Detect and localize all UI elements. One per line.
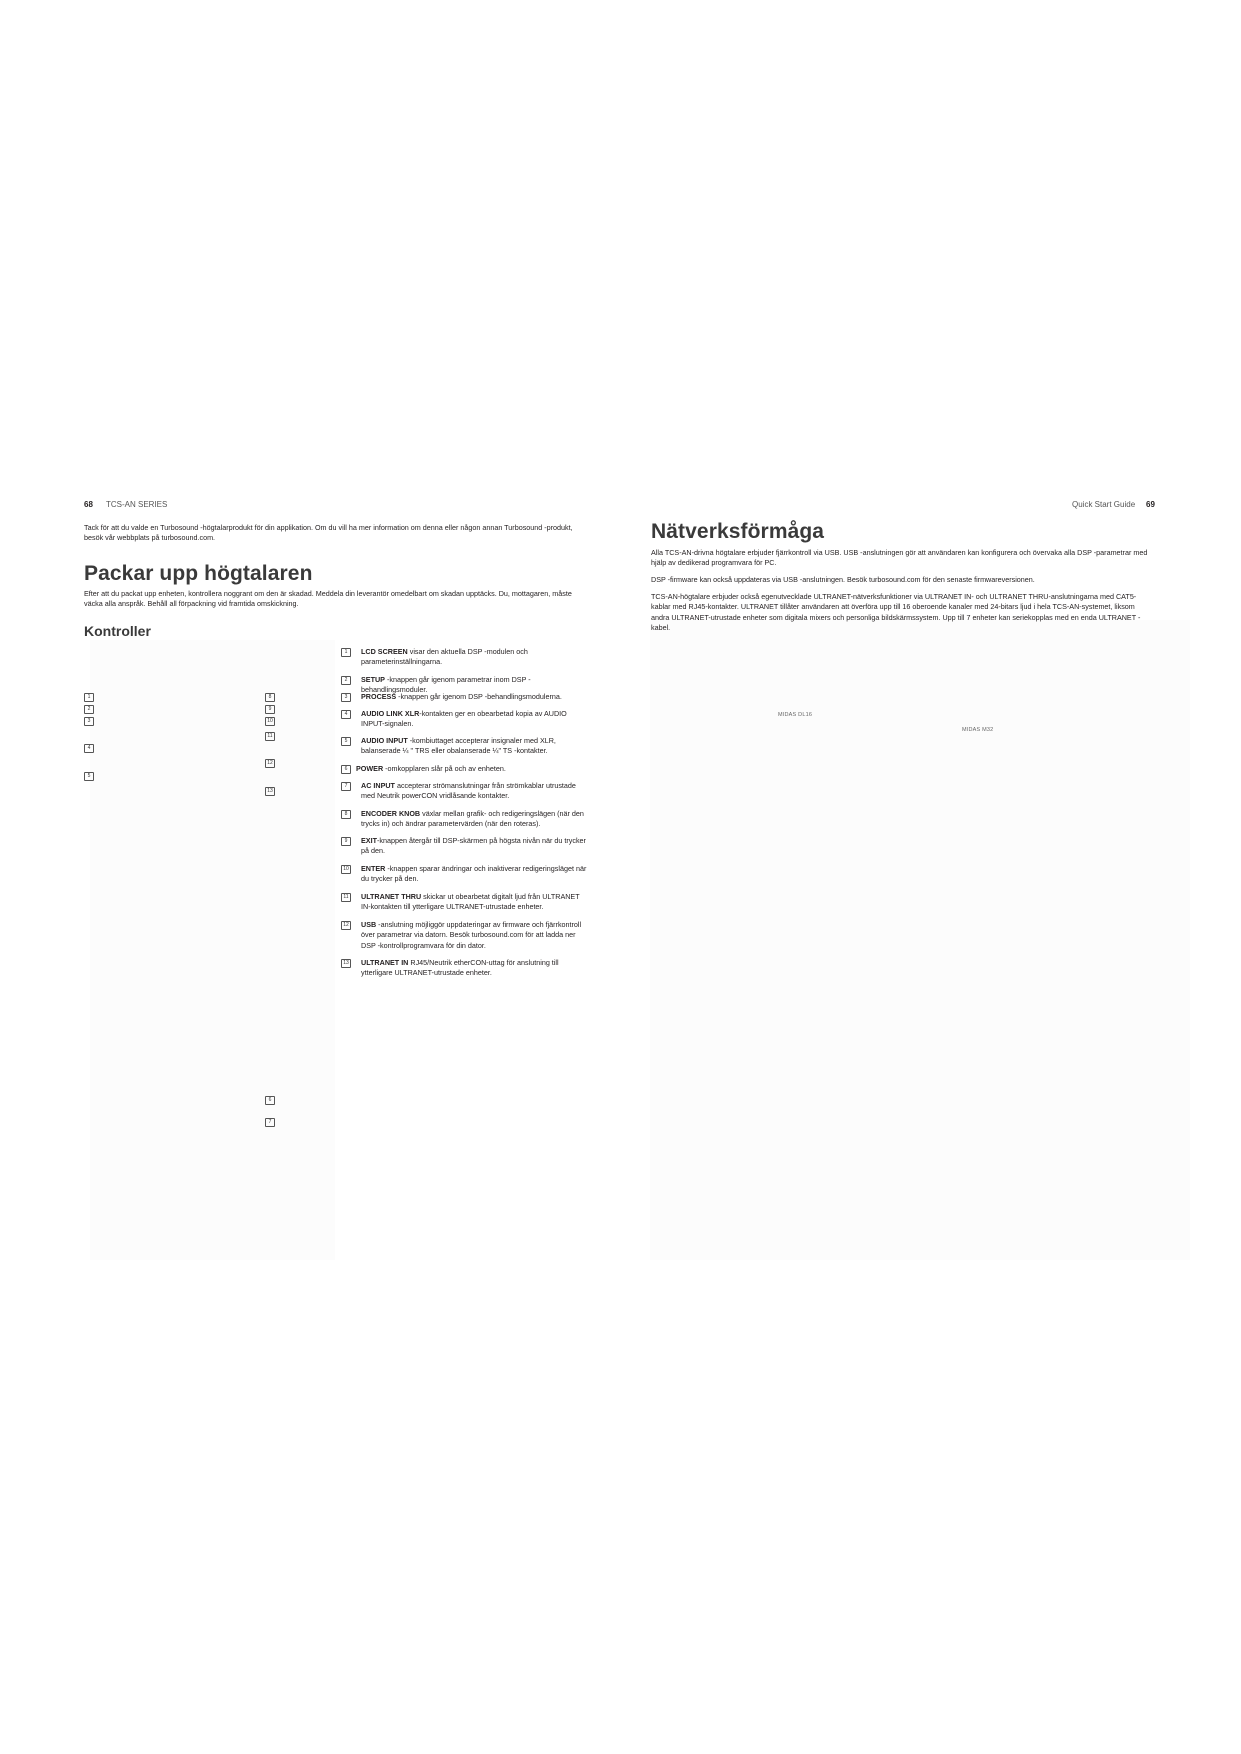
callout-12: 12 <box>265 759 275 768</box>
control-name: SETUP <box>361 675 385 684</box>
control-item <box>341 709 591 730</box>
control-description: -knappen går igenom DSP -behandlingsmodulerna. <box>396 692 562 701</box>
callout-5: 5 <box>84 772 94 781</box>
control-name: ULTRANET IN <box>361 958 409 967</box>
callout-10: 10 <box>265 717 275 726</box>
control-name: AC INPUT <box>361 781 395 790</box>
control-description: växlar mellan grafik- och redigeringslägen (när den trycks in) och ändrar parametervärden (när den roteras). <box>361 809 584 829</box>
control-number-badge: 10 <box>341 865 351 874</box>
callout-7: 7 <box>265 1118 275 1127</box>
control-number-badge: 1 <box>341 648 351 657</box>
right-page-number: 69 <box>1146 500 1155 509</box>
control-number-badge: 12 <box>341 921 351 930</box>
network-heading: Nätverksförmåga <box>651 520 825 543</box>
callout-11: 11 <box>265 732 275 741</box>
control-item <box>341 736 591 757</box>
control-number-badge: 9 <box>341 837 351 846</box>
control-description: RJ45/Neutrik etherCON-uttag för anslutning till ytterligare ULTRANET-utrustade enheter. <box>361 958 559 978</box>
control-name: ULTRANET THRU <box>361 892 422 901</box>
control-item <box>341 958 591 979</box>
control-description: -knappen går igenom parametrar inom DSP -behandlingsmoduler. <box>361 675 531 695</box>
callout-1: 1 <box>84 693 94 702</box>
control-name: POWER <box>356 764 384 773</box>
control-item <box>341 836 591 857</box>
control-description: skickar ut obearbetat digitalt ljud från ULTRANET IN-kontakten till ytterligare ULTRANET-utrustade enheter. <box>361 892 580 912</box>
control-name: ENTER <box>361 864 386 873</box>
control-item <box>341 920 591 951</box>
control-item <box>341 764 591 774</box>
unpack-heading: Packar upp högtalaren <box>84 562 313 585</box>
callout-3: 3 <box>84 717 94 726</box>
callout-2: 2 <box>84 705 94 714</box>
callout-6: 6 <box>265 1096 275 1105</box>
unpack-paragraph: Efter att du packat upp enheten, kontrollera noggrant om den är skadad. Meddela din leverantör omedelbart om skadan upptäcks. Du, mottagaren, måste väcka alla anspråk. Behåll all förpackning vid framtida omskickning. <box>84 589 572 609</box>
control-number-badge: 3 <box>341 693 351 702</box>
control-number-badge: 2 <box>341 676 351 685</box>
callout-9: 9 <box>265 705 275 714</box>
control-number-badge: 4 <box>341 710 351 719</box>
network-paragraph-2: DSP -firmware kan också uppdateras via USB -anslutningen. Besök turbosound.com för den senaste firmwareversionen. <box>651 575 1035 584</box>
control-description: -knappen sparar ändringar och inaktiverar redigeringsläget när du trycker på den. <box>361 864 587 884</box>
control-name: AUDIO LINK XLR <box>361 709 420 718</box>
control-number-badge: 7 <box>341 782 351 791</box>
control-description: accepterar strömanslutningar från strömkablar utrustade med Neutrik powerCON vridlåsande kontakter. <box>361 781 576 801</box>
control-description: visar den aktuella DSP -modulen och parameterinställningarna. <box>361 647 528 667</box>
control-number-badge: 8 <box>341 810 351 819</box>
control-description: -kombiuttaget accepterar insignaler med XLR, balanserade ¼ " TRS eller obalanserade ¼" TS -kontakter. <box>361 736 556 756</box>
network-paragraph-1: Alla TCS-AN-drivna högtalare erbjuder fjärrkontroll via USB. USB -anslutningen gör att användaren kan konfigurera och övervaka alla DSP -parametrar med hjälp av dedikerad programvara för PC. <box>651 548 1148 568</box>
control-item <box>341 692 591 702</box>
control-number-badge: 6 <box>341 765 351 774</box>
left-page-number: 68 <box>84 500 93 509</box>
control-item <box>341 892 591 913</box>
right-diagram-area <box>650 620 1190 1260</box>
control-name: PROCESS <box>361 692 397 701</box>
control-description: -omkopplaren slår på och av enheten. <box>383 764 506 773</box>
diagram-label-m32: MIDAS M32 <box>962 727 994 733</box>
control-item <box>341 781 591 802</box>
control-description: -knappen återgår till DSP-skärmen på högsta nivån när du trycker på den. <box>361 836 586 856</box>
control-description: -kontakten ger en obearbetad kopia av AUDIO INPUT-signalen. <box>361 709 567 729</box>
control-number-badge: 11 <box>341 893 351 902</box>
control-description: -anslutning möjliggör uppdateringar av firmware och fjärrkontroll över parametrar via datorn. Besök turbosound.com för att ladda ner DSP -kontrollprogramvara för din dator. <box>361 920 582 950</box>
callout-4: 4 <box>84 744 94 753</box>
control-number-badge: 5 <box>341 737 351 746</box>
control-name: EXIT <box>361 836 377 845</box>
control-name: AUDIO INPUT <box>361 736 408 745</box>
control-item <box>341 864 591 885</box>
control-number-badge: 13 <box>341 959 351 968</box>
left-diagram-area <box>90 640 335 1260</box>
diagram-label-dl16: MIDAS DL16 <box>778 712 813 718</box>
controls-heading: Kontroller <box>84 623 151 639</box>
callout-13: 13 <box>265 787 275 796</box>
control-name: LCD SCREEN <box>361 647 408 656</box>
control-name: USB <box>361 920 377 929</box>
right-page-header: Quick Start Guide <box>1072 500 1136 509</box>
control-name: ENCODER KNOB <box>361 809 421 818</box>
callout-8: 8 <box>265 693 275 702</box>
network-paragraph-3: TCS-AN-högtalare erbjuder också egenutvecklade ULTRANET-nätverksfunktioner via ULTRANET IN- och ULTRANET THRU-anslutningarna med CAT5-kablar med RJ45-kontakter. ULTRANET tillåter användaren att överföra upp till 16 oberoende kanaler med 24-bitars ljud i hela TCS-AN-systemet, liksom andra ULTRANET-utrustade enheter som digitala mixers och personliga bildskärmssystem. Upp till 7 enheter kan seriekopplas med en enda ULTRANET -kabel. <box>651 592 1141 633</box>
control-item <box>341 647 591 668</box>
control-item <box>341 809 591 830</box>
left-page-series: TCS-AN SERIES <box>106 500 168 509</box>
intro-paragraph: Tack för att du valde en Turbosound -högtalarprodukt för din applikation. Om du vill ha mer information om denna eller någon annan Turbosound -produkt, besök vår webbplats på turbosound.com. <box>84 523 573 543</box>
